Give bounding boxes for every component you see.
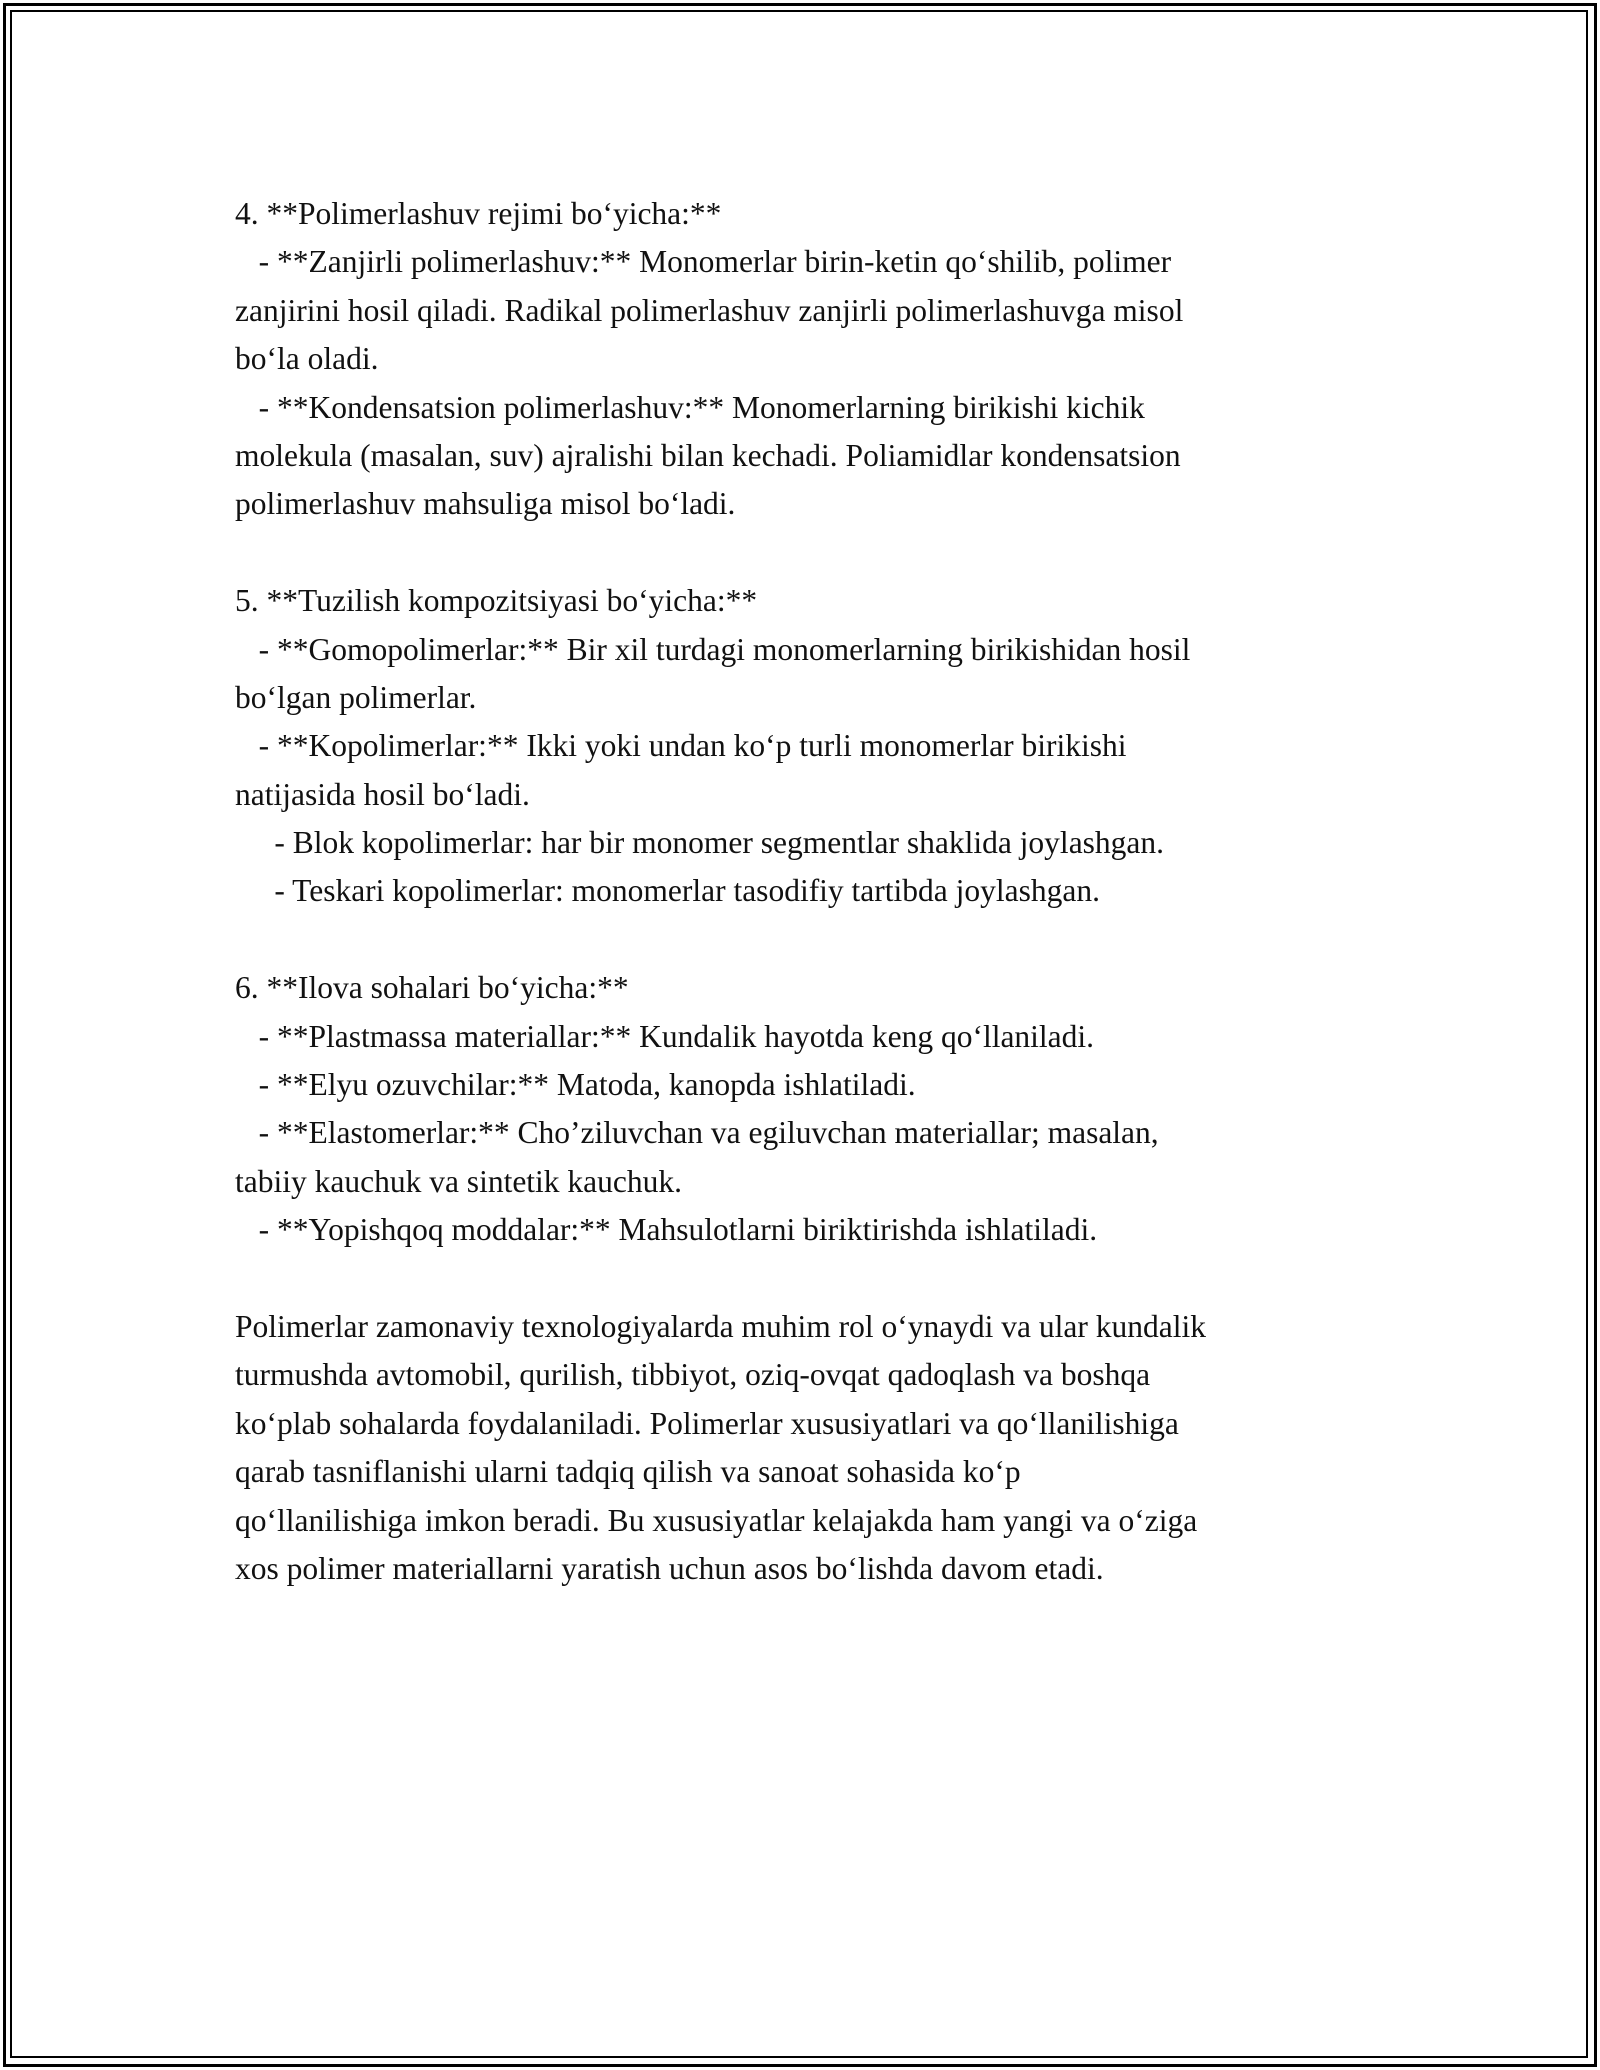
text-line: - **Elyu ozuvchilar:** Matoda, kanopda ishlatiladi. xyxy=(235,1067,916,1103)
section-polymerization-mode xyxy=(235,190,1415,529)
text-line: - **Yopishqoq moddalar:** Mahsulotlarni biriktirishda ishlatiladi. xyxy=(235,1212,1098,1248)
text-line: - **Elastomerlar:** Cho’ziluvchan va egiluvchan materiallar; masalan, xyxy=(235,1115,1159,1151)
text-line: turmushda avtomobil, qurilish, tibbiyot, oziq-ovqat qadoqlash va boshqa xyxy=(235,1357,1151,1393)
text-line: zanjirini hosil qiladi. Radikal polimerlashuv zanjirli polimerlashuvga misol xyxy=(235,292,1184,328)
section-heading: 6. **Ilova sohalari bo‘yicha:** xyxy=(235,970,629,1006)
text-line: - **Plastmassa materiallar:** Kundalik hayotda keng qo‘llaniladi. xyxy=(235,1018,1095,1054)
text-line: - **Kondensatsion polimerlashuv:** Monomerlarning birikishi kichik xyxy=(235,389,1145,425)
section-structural-composition xyxy=(235,577,1415,916)
paragraph-gap xyxy=(235,916,1415,964)
text-line: - Teskari kopolimerlar: monomerlar tasodifiy tartibda joylashgan. xyxy=(235,873,1100,909)
text-line: - Blok kopolimerlar: har bir monomer segmentlar shaklida joylashgan. xyxy=(235,825,1165,861)
text-line: molekula (masalan, suv) ajralishi bilan kechadi. Poliamidlar kondensatsion xyxy=(235,437,1181,473)
conclusion-paragraph xyxy=(235,1303,1415,1593)
text-line: qarab tasniflanishi ularni tadqiq qilish va sanoat sohasida ko‘p xyxy=(235,1454,1021,1490)
paragraph-gap xyxy=(235,1255,1415,1303)
text-line: Polimerlar zamonaviy texnologiyalarda muhim rol o‘ynaydi va ular kundalik xyxy=(235,1308,1206,1344)
section-heading: 4. **Polimerlashuv rejimi bo‘yicha:** xyxy=(235,196,722,231)
text-line: qo‘llanilishiga imkon beradi. Bu xususiyatlar kelajakda ham yangi va o‘ziga xyxy=(235,1502,1198,1538)
text-line: polimerlashuv mahsuliga misol bo‘ladi. xyxy=(235,486,736,522)
text-line: bo‘lgan polimerlar. xyxy=(235,679,477,715)
text-line: - **Zanjirli polimerlashuv:** Monomerlar birin-ketin qo‘shilib, polimer xyxy=(235,244,1172,280)
text-line: ko‘plab sohalarda foydalaniladi. Polimerlar xususiyatlari va qo‘llanilishiga xyxy=(235,1405,1179,1441)
document-body xyxy=(235,190,1415,1593)
section-application-areas xyxy=(235,964,1415,1254)
text-line: - **Gomopolimerlar:** Bir xil turdagi monomerlarning birikishidan hosil xyxy=(235,631,1191,667)
paragraph-gap xyxy=(235,529,1415,577)
section-heading: 5. **Tuzilish kompozitsiyasi bo‘yicha:** xyxy=(235,583,758,619)
text-line: xos polimer materiallarni yaratish uchun asos bo‘lishda davom etadi. xyxy=(235,1550,1104,1586)
text-line: - **Kopolimerlar:** Ikki yoki undan ko‘p turli monomerlar birikishi xyxy=(235,728,1127,764)
text-line: tabiiy kauchuk va sintetik kauchuk. xyxy=(235,1163,683,1199)
text-line: bo‘la oladi. xyxy=(235,341,379,377)
text-line: natijasida hosil bo‘ladi. xyxy=(235,776,530,812)
